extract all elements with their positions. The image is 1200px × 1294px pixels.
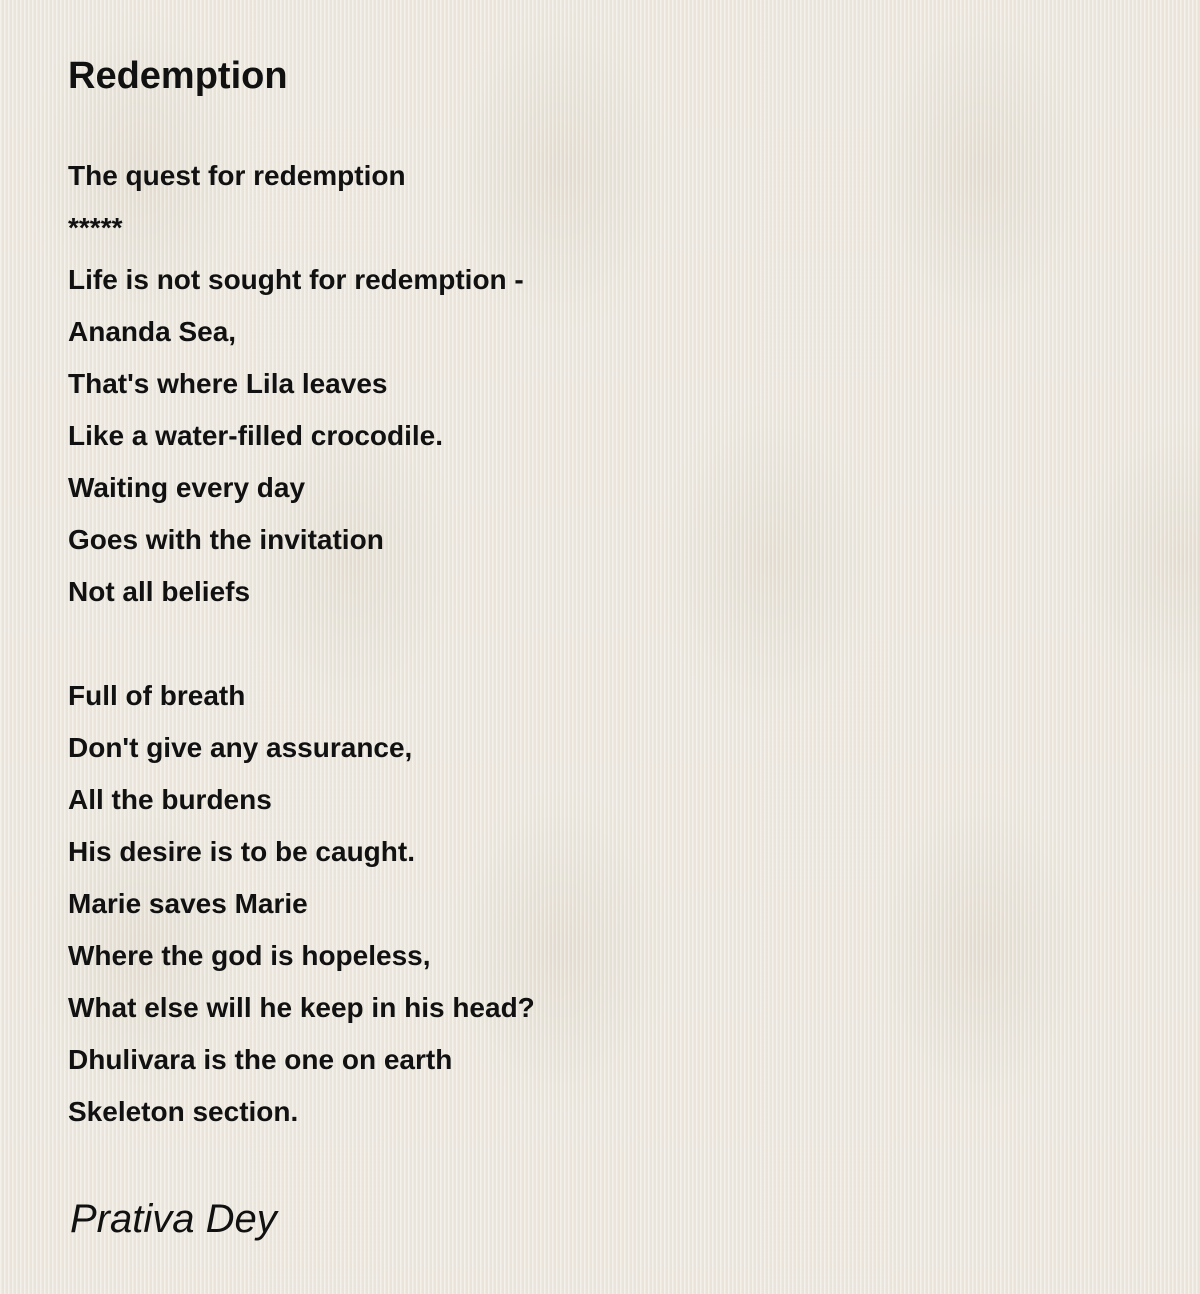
poem-line: Don't give any assurance, <box>68 732 413 763</box>
poem-line: That's where Lila leaves <box>68 368 388 399</box>
poem-line: Like a water-filled crocodile. <box>68 420 444 451</box>
stanza-2 <box>68 670 1128 1138</box>
poem-line: Where the god is hopeless, <box>68 940 431 971</box>
poem-line: Skeleton section. <box>68 1096 299 1127</box>
poem-line: Waiting every day <box>68 472 306 503</box>
poem-line: Ananda Sea, <box>68 316 237 347</box>
poem-body <box>68 150 1128 1138</box>
poem-line: His desire is to be caught. <box>68 836 415 867</box>
poem-author: Prativa Dey <box>70 1197 277 1241</box>
poem-line: Life is not sought for redemption - <box>68 264 524 295</box>
poem-line: Marie saves Marie <box>68 888 308 919</box>
poem-line: Dhulivara is the one on earth <box>68 1044 453 1075</box>
poem-line: Full of breath <box>68 680 246 711</box>
poem-title: Redemption <box>68 55 288 97</box>
poem-line: The quest for redemption <box>68 160 406 191</box>
poem-line: All the burdens <box>68 784 272 815</box>
poem-line: Goes with the invitation <box>68 524 384 555</box>
poem-line: Not all beliefs <box>68 576 251 607</box>
poem-line: What else will he keep in his head? <box>68 992 535 1023</box>
poem-line: ***** <box>68 212 123 243</box>
stanza-1 <box>68 150 1128 618</box>
poem-container <box>68 52 1128 1190</box>
